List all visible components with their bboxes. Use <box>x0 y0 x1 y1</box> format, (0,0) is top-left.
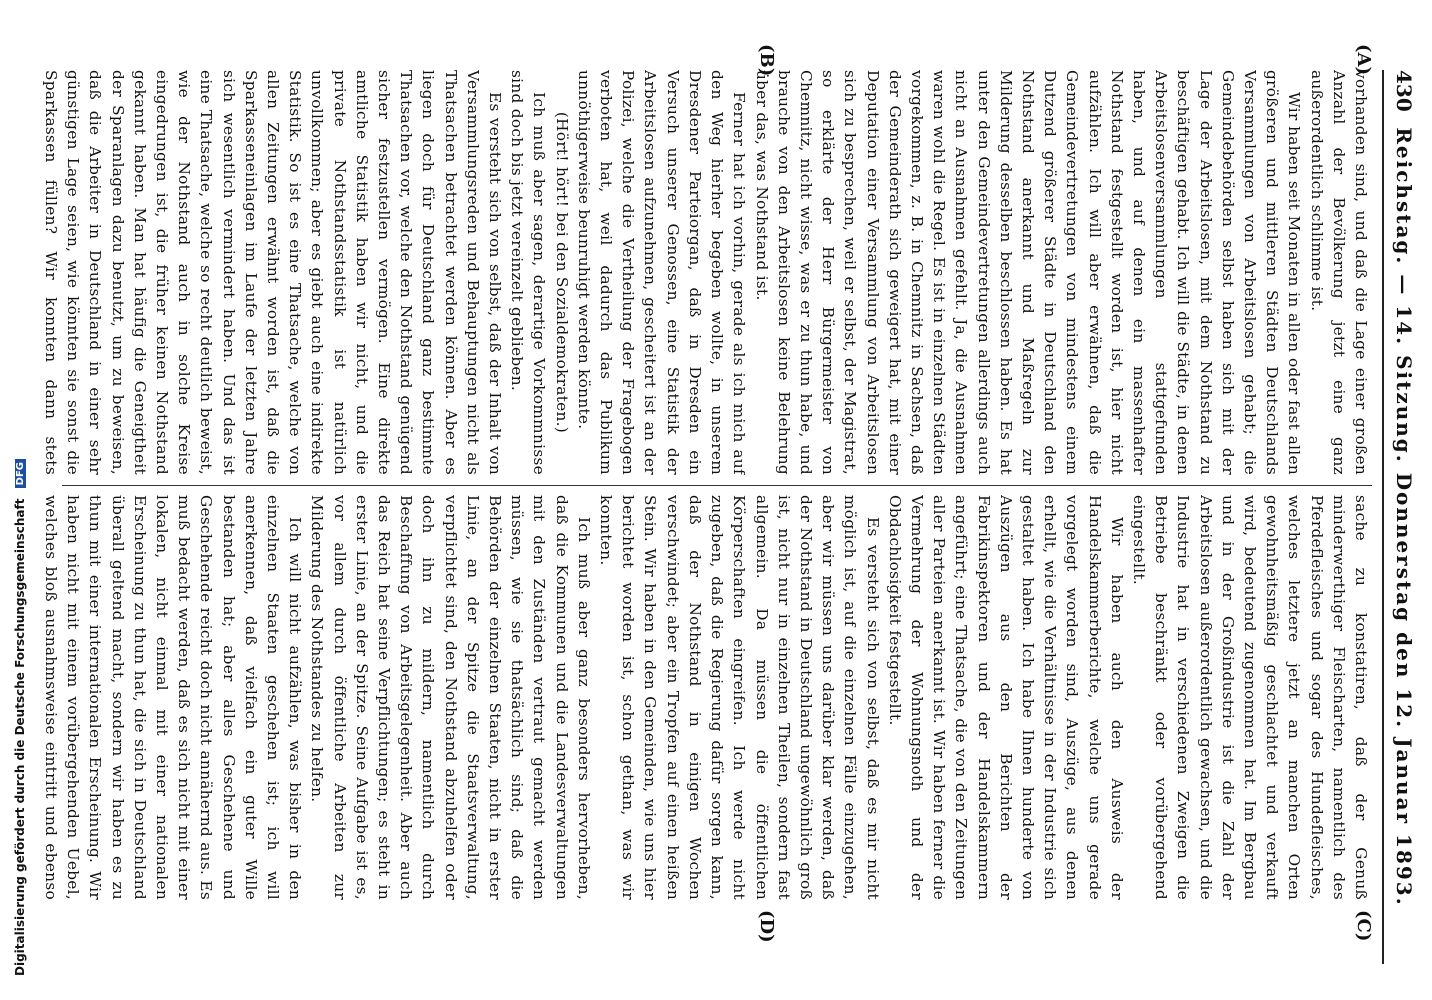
credit-label: Digitalisierung gefördert durch die Deutsche Forschungsgemeinschaft <box>13 498 27 976</box>
dfg-logo: DFG <box>15 459 26 488</box>
paragraph: Ich muß aber sagen, derartige Vorkommnisse sind doch bis jetzt vereinzelt geblieben. <box>508 70 549 475</box>
left-column <box>42 70 1372 475</box>
paragraph: Es versteht sich von selbst, daß der Inhalt von Versammlungsreden und Behauptungen nicht als Thatsachen betrachtet werden können. Aber es liegen doch für Deutschland ganz bestimmte Thatsachen vor, welche den Nothstand genügend sicher festzustellen vermögen. Eine direkte amtliche Statistik haben wir nicht, und die private Nothstandsstatistik ist natürlich unvollkommen; aber es giebt auch eine indirekte Statistik. So ist es eine Thatsache, welche von allen Zeitungen erwähnt worden ist, daß die Sparkasseneinlagen im Laufe der letzten Jahre sich wesentlich vermindert haben. Und das ist eine Thatsache, welche so recht deutlich beweist, wie der Nothstand auch in solche Kreise eingedrungen ist, die früher keinen Nothstand gekannt haben. Man hat häufig die Geneigtheit der Sparanlagen dazu benutzt, um zu beweisen, daß die Arbeiter in Deutschland in einer sehr günstigen Lage seien, wie könnten sie sonst die Sparkassen füllen? Wir konnten dann stets <box>42 70 505 475</box>
interjection: (Hört! hört! bei den Sozialdemokraten.) <box>552 111 571 434</box>
header-rule <box>1382 70 1384 964</box>
paragraph: sache zu konstatiren, daß der Genuß minderwerthiger Fleischarten, namentlich des Pferdefleisches und sogar des Hundefleisches, welches letztere jetzt an manchen Orten gewohnheitsmäßig geschlachtet und verkauft wird, bedeutend zugenommen hat. Im Bergbau und in der Großindustrie ist die Zahl der Arbeitslosen außerordentlich gewachsen, und die Industrie hat in verschiedenen Zweigen die Betriebe beschränkt oder vorübergehend eingestellt. <box>1129 495 1370 900</box>
paragraph: Ich muß aber ganz besonders hervorheben, daß die Kommunen und die Landesverwaltungen mit den Zuständen vertraut gemacht werden müssen, wie sie thatsächlich sind; daß die Behörden der einzelnen Staaten, nicht in erster Linie, an der Spitze die Staatsverwaltung, verpflichtet sind, den Nothstand abzuhelfen oder doch ihn zu mildern, namentlich durch Beschaffung von Arbeitsgelegenheit. Aber auch das Reich hat seine Verpflichtungen; es steht in erster Linie, an der Spitze. Seine Aufgabe ist es, vor allem durch öffentliche Arbeiten zur Milderung des Nothstandes zu helfen. <box>308 495 593 900</box>
page-header <box>1382 70 1422 964</box>
page-number: 430 <box>1392 70 1416 112</box>
paragraph: Ich will nicht aufzählen, was bisher in den einzelnen Staaten geschehen ist; ich will anerkennen, daß vielfach ein guter Wille bestanden hat; aber alles Geschehene und Geschehende reicht doch nicht annähernd aus. Es muß bedacht werden, daß es sich nicht mit einer lokalen, nicht einmal mit einer nationalen Erscheinung zu thun hat, die sich in Deutschland überall geltend macht, sondern wir haben es zu thun mit einer internationalen Erscheinung. Wir haben nicht mit einem vorübergehenden Uebel, welches bloß ausnahmsweise eintritt und ebenso <box>42 495 305 900</box>
margin-marker-c: (C) <box>1353 910 1374 942</box>
paragraph: vorhanden sind, und daß die Lage einer großen Anzahl der Bevölkerung jetzt eine ganz außerordentlich schlimme ist. <box>1307 70 1370 475</box>
paragraph: Ferner hat ich vorhin, gerade als ich mich auf den Weg hierher begeben wollte, in unserem Dresdener Parteiorgan, daß in Dresden ein Versuch unserer Genossen, eine Statistik der Arbeitslosen aufzunehmen, gescheitert ist an der Polizei, welche die Vertheilung der Fragebogen verboten hat, weil dadurch das Publikum unnöthigerweise beunruhigt werden könnte. <box>574 70 749 475</box>
margin-marker-a: (A) <box>1353 44 1374 75</box>
margin-marker-d: (D) <box>756 910 777 943</box>
paragraph: Es versteht sich von selbst, daß es mir nicht möglich ist, auf die einzelnen Fälle einzugehen, aber wir müssen uns darüber klar werden, daß der Nothstand in Deutschland ungewöhnlich groß ist, nicht nur in einzelnen Theilen, sondern fast allgemein. Da müssen die öffentlichen Körperschaften eingreifen. Ich werde nicht zugeben, daß die Regierung dafür sorgen kann, daß der Nothstand in einigen Wochen verschwindet; aber ein Tropfen auf einen heißen Stein. Wir haben in den Gemeinden, wie uns hier berichtet worden ist, schon gethan, was wir konnten. <box>597 495 882 900</box>
right-column <box>42 495 1372 900</box>
column-divider <box>62 485 1372 486</box>
paragraph: Wir haben auch den Ausweis der Handelskammerberichte, welche uns gerade vorgelegt worden sind, Auszüge, aus denen erhellt, wie die Verhältnisse in der Industrie sich gestaltet haben. Ich habe Ihnen hunderte von Auszügen aus den Berichten der Fabrikinspektoren und der Handelskammern angeführt; eine Thatsache, die von den Zeitungen aller Parteien anerkannt ist. Wir haben ferner die Vermehrung der Wohnungsnoth und der Obdachlosigkeit festgestellt. <box>885 495 1126 900</box>
page-title: Reichstag. — 14. Sitzung. Donnerstag den 12. Januar 1893. <box>1392 127 1416 907</box>
document-page <box>32 40 1432 984</box>
margin-marker-b: (B) <box>756 44 777 77</box>
paragraph: Wir haben seit Monaten in allen oder fast allen größeren und mittleren Städten Deutschlands Versammlungen von Arbeitslosen gehabt; die Gemeindebehörden selbst haben sich mit der Lage der Arbeitslosen, mit dem Nothstand zu beschäftigen gehabt. Ich will die Städte, in denen Arbeitslosenversammlungen stattgefunden haben, und auf denen ein massenhafter Nothstand festgestellt worden ist, hier nicht aufzählen. Ich will aber erwähnen, daß die Gemeindevertretungen von mindestens einem Dutzend größerer Städte in Deutschland den Nothstand anerkannt und Maßregeln zur Milderung desselben beschlossen haben. Es hat unter den Gemeindevertretungen allerdings auch nicht an Ausnahmen gefehlt. Ja, die Ausnahmen waren wohl die Regel. Es ist in einzelnen Städten vorgekommen, z. B. in Chemnitz in Sachsen, daß der Gemeinderath sich geweigert hat, mit einer Deputation einer Versammlung von Arbeitslosen sich zu besprechen, weil er selbst, der Magistrat, so erklärte der Herr Bürgermeister von Chemnitz, nicht wisse, was er zu thun habe, und brauche von den Arbeitslosen keine Belehrung über das, was Nothstand ist. <box>752 70 1304 475</box>
